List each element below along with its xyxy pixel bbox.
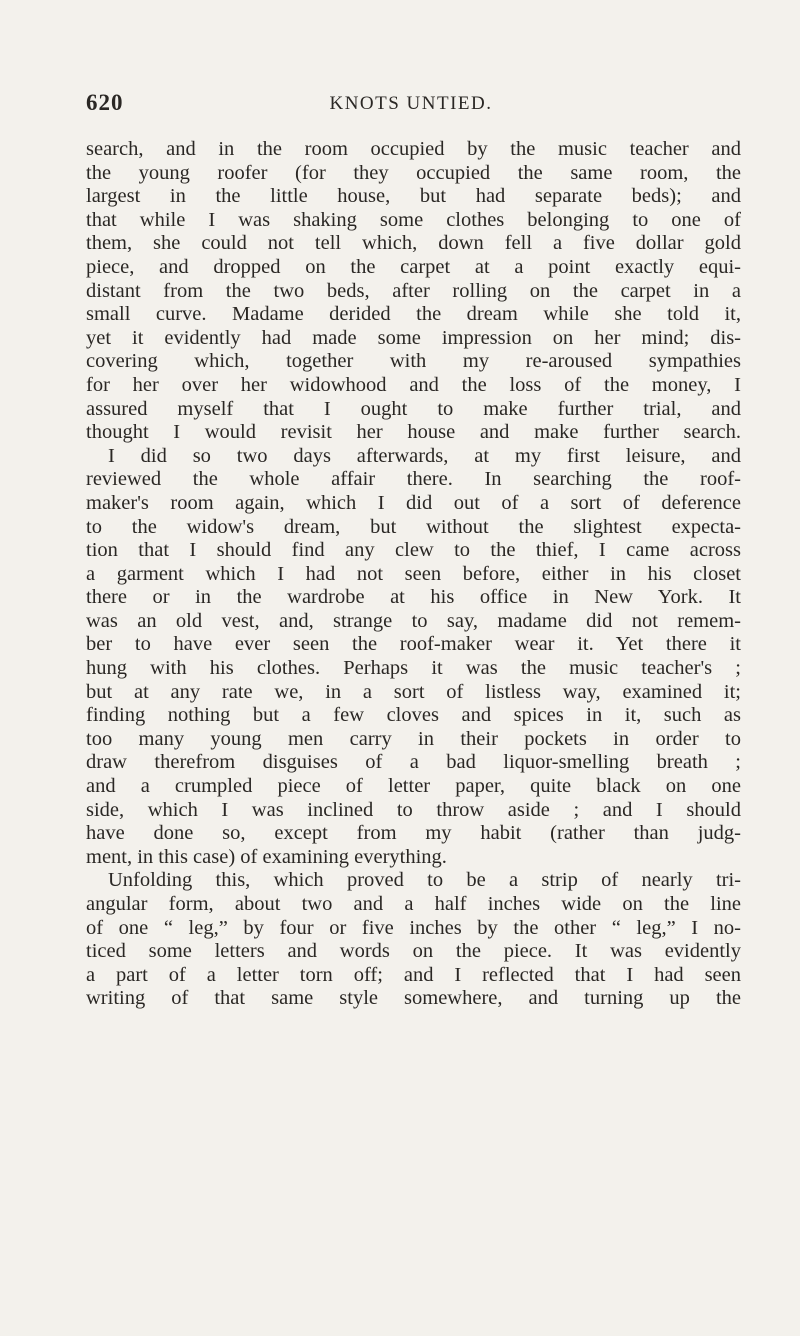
text-line: ber to have ever seen the roof-maker wear it. Yet there it [86,633,741,656]
text-line: a garment which I had not seen before, either in his closet [86,562,741,585]
text-line: and a crumpled piece of letter paper, quite black on one [86,775,741,798]
text-line: assured myself that I ought to make further trial, and [86,397,741,420]
text-line: for her over her widowhood and the loss of the money, I [86,373,741,396]
text-line: a part of a letter torn off; and I reflected that I had seen [86,963,741,986]
text-line: ticed some letters and words on the piece. It was evidently [86,940,741,963]
text-line: largest in the little house, but had separate beds); and [86,185,741,208]
text-line: distant from the two beds, after rolling on the carpet in a [86,279,741,302]
text-line: yet it evidently had made some impression on her mind; dis- [86,326,741,349]
text-line: but at any rate we, in a sort of listless way, examined it; [86,680,741,703]
text-line: was an old vest, and, strange to say, madame did not remem- [86,609,741,632]
text-line: thought I would revisit her house and make further search. [86,421,741,444]
text-line: small curve. Madame derided the dream while she told it, [86,303,741,326]
text-line: finding nothing but a few cloves and spices in it, such as [86,704,741,727]
text-line: that while I was shaking some clothes belonging to one of [86,208,741,231]
running-title: KNOTS UNTIED. [329,93,493,114]
text-line: the young roofer (for they occupied the same room, the [86,161,741,184]
text-line: there or in the wardrobe at his office in New York. It [86,586,741,609]
text-line: too many young men carry in their pockets in order to [86,727,741,750]
text-line: piece, and dropped on the carpet at a point exactly equi- [86,255,741,278]
text-line: them, she could not tell which, down fell a five dollar gold [86,232,741,255]
text-line: to the widow's dream, but without the slightest expecta- [86,515,741,538]
text-line: reviewed the whole affair there. In searching the roof- [86,468,741,491]
body-text [86,138,741,1011]
text-line: I did so two days afterwards, at my first leisure, and [108,444,741,467]
page-number: 620 [86,90,124,115]
text-line: draw therefrom disguises of a bad liquor-smelling breath ; [86,751,741,774]
text-line: of one “ leg,” by four or five inches by the other “ leg,” I no- [86,916,741,939]
text-line: angular form, about two and a half inches wide on the line [86,893,741,915]
text-line: hung with his clothes. Perhaps it was the music teacher's ; [86,657,741,680]
text-line: have done so, except from my habit (rather than judg- [86,822,741,845]
text-line: tion that I should find any clew to the thief, I came across [86,539,741,562]
text-line: maker's room again, which I did out of a sort of deference [86,491,741,514]
page-header [86,90,736,116]
text-line: Unfolding this, which proved to be a strip of nearly tri- [108,869,741,892]
text-line: writing of that same style somewhere, and turning up the [86,987,741,1010]
text-line: covering which, together with my re-aroused sympathies [86,350,741,373]
text-line: search, and in the room occupied by the music teacher and [86,138,741,160]
text-line: side, which I was inclined to throw aside ; and I should [86,798,741,821]
text-line: ment, in this case) of examining everything. [86,845,447,868]
